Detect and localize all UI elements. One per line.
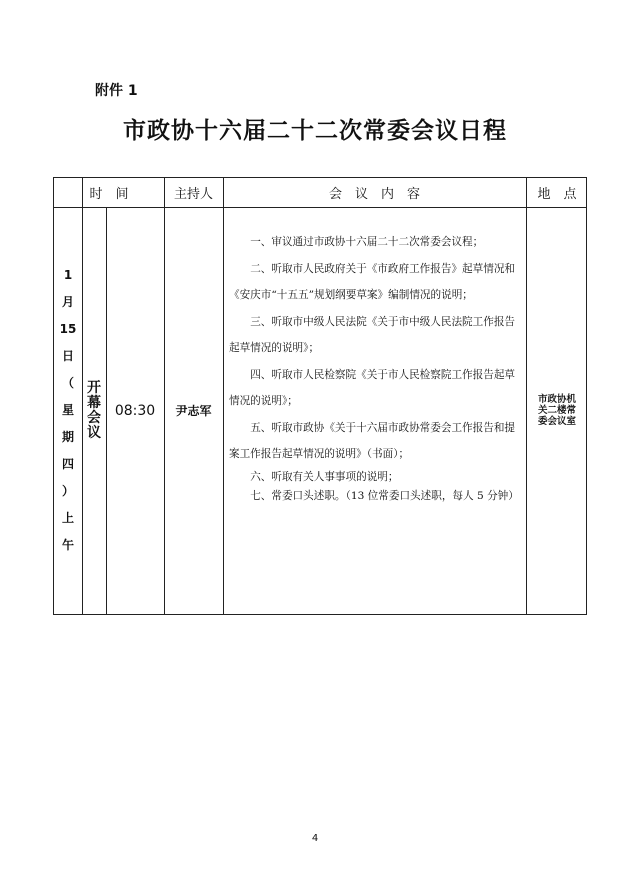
venue-text: 市政协机关二楼常委会议室 [537,394,576,427]
date-char: 星 [61,403,74,417]
header-venue: 地 点 [537,187,577,202]
attachment-label: 附件 1 [95,83,138,99]
agenda-item: 六、听取有关人事事项的说明； [250,470,399,483]
date-cell [54,207,82,614]
header-host: 主持人 [173,187,213,202]
date-char: 月 [61,295,74,309]
agenda-item: 二、听取市人民政府关于《市政府工作报告》起草情况和《安庆市“十五五”规划纲要草案》编制情况的说明； [229,262,516,301]
agenda-item: 五、听取市政协《关于十六届市政协常委会工作报告和提案工作报告起草情况的说明》（书面）； [229,421,516,460]
agenda-item: 一、审议通过市政协十六届二十二次常委会议程； [250,236,484,248]
agenda-item: 三、听取市中级人民法院《关于市中级人民法院工作报告起草情况的说明》； [229,315,516,354]
time-cell: 08:30 [114,402,156,419]
host-cell: 尹志军 [175,404,212,418]
session-char: 幕 [87,394,101,411]
agenda-cell [223,207,526,614]
date-char: 午 [61,538,74,552]
date-char: ） [61,484,74,498]
session-char: 会 [87,409,101,426]
session-cell [82,207,106,614]
date-char: （ [61,376,74,390]
agenda-item: 七、常委口头述职。（13 位常委口头述职，每人 5 分钟） [250,489,519,502]
date-char: 四 [61,457,74,471]
date-char: 期 [61,430,74,444]
date-char: 15 [59,322,77,336]
page-number: 4 [311,833,319,844]
agenda-item: 四、听取市人民检察院《关于市人民检察院工作报告起草情况的说明》； [229,368,516,407]
date-char: 上 [61,511,74,525]
venue-cell [526,207,588,614]
date-char: 日 [61,349,74,363]
schedule-table [53,177,587,615]
date-char: 1 [63,268,73,282]
session-char: 开 [87,379,101,396]
header-content: 会 议 内 容 [328,187,420,202]
document-title: 市政协十六届二十二次常委会议日程 [123,117,507,144]
header-time: 时 间 [89,187,129,202]
session-char: 议 [87,424,101,441]
